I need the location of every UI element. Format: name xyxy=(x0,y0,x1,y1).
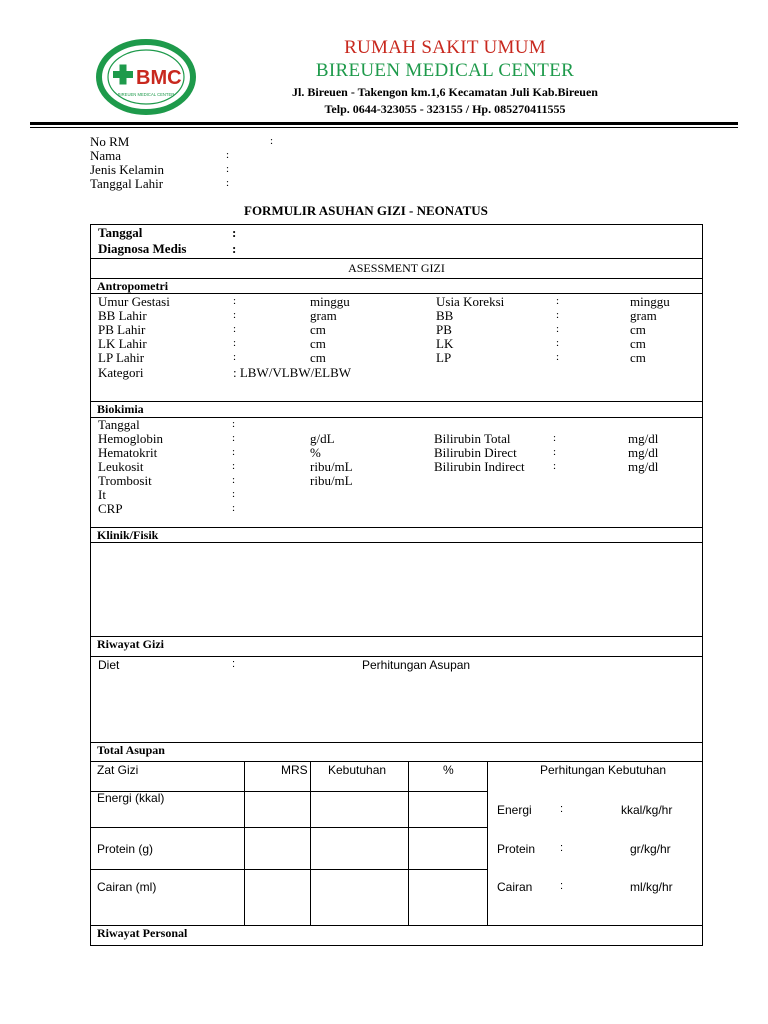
antro-label-pb-lahir: PB Lahir xyxy=(98,322,146,337)
rule-after-total-asupan-title xyxy=(90,761,703,762)
antro-unit-usia-koreksi: minggu xyxy=(630,294,670,309)
antro-label-umur-gestasi: Umur Gestasi xyxy=(98,294,170,309)
label-perhitungan-asupan: Perhitungan Asupan xyxy=(362,658,471,672)
antro-label-bb-lahir: BB Lahir xyxy=(98,308,147,323)
header-rule-thick xyxy=(30,122,738,125)
biokimia-title: Biokimia xyxy=(97,402,144,416)
bio-label-hemoglobin: Hemoglobin xyxy=(98,431,163,446)
bio-colon: : xyxy=(232,418,236,430)
kebutuhan-label-cairan: Cairan xyxy=(497,880,533,894)
bio-unit-bilirubin-direct: mg/dl xyxy=(628,445,659,460)
colon-diet: : xyxy=(232,658,236,670)
hospital-title: RUMAH SAKIT UMUM xyxy=(344,37,546,58)
bio-colon: : xyxy=(232,432,236,444)
antro-unit-lp-lahir: cm xyxy=(310,350,326,365)
hospital-logo xyxy=(96,38,196,116)
antro-label-lp-lahir: LP Lahir xyxy=(98,350,145,365)
header-kebutuhan: Kebutuhan xyxy=(328,763,387,777)
bio-label-hematokrit: Hematokrit xyxy=(98,445,158,460)
bio-label-trombosit: Trombosit xyxy=(98,473,152,488)
antro-colon: : xyxy=(556,295,560,307)
svg-text:BMC: BMC xyxy=(136,67,182,89)
rule-before-klinik xyxy=(90,527,703,528)
label-tanggal: Tanggal xyxy=(98,225,143,240)
col-divider-perhitungan xyxy=(487,761,488,925)
rule-after-riwayat-gizi-title xyxy=(90,656,703,657)
label-diet: Diet xyxy=(98,658,120,672)
rule-after-protein xyxy=(90,869,488,870)
kebutuhan-label-energi: Energi xyxy=(497,803,532,817)
antro-label-pb: PB xyxy=(436,322,452,337)
label-diagnosa-medis: Diagnosa Medis xyxy=(98,241,187,256)
bmc-logo-icon xyxy=(96,38,196,116)
colon-tanggal-lahir: : xyxy=(226,177,230,189)
kebutuhan-colon: : xyxy=(560,842,564,854)
colon-diagnosa-medis: : xyxy=(232,241,237,256)
row-cairan: Cairan (ml) xyxy=(97,880,157,894)
table-right-border xyxy=(702,224,703,946)
rule-before-biokimia xyxy=(90,401,703,402)
colon-tanggal: : xyxy=(232,225,237,240)
antro-label-kategori: Kategori xyxy=(98,365,144,380)
kebutuhan-unit-cairan: ml/kg/hr xyxy=(630,880,673,894)
antro-unit-lk: cm xyxy=(630,336,646,351)
kebutuhan-unit-protein: gr/kg/hr xyxy=(630,842,671,856)
rule-before-riwayat-gizi xyxy=(90,636,703,637)
antro-colon: : xyxy=(233,309,237,321)
antro-unit-umur-gestasi: minggu xyxy=(310,294,350,309)
antro-label-lk: LK xyxy=(436,336,454,351)
bio-colon: : xyxy=(232,460,236,472)
header-perhitungan-kebutuhan: Perhitungan Kebutuhan xyxy=(540,763,667,777)
antro-colon: : xyxy=(233,323,237,335)
rule-after-assessment xyxy=(90,278,703,279)
bio-unit-hematokrit: % xyxy=(310,445,321,460)
label-nama: Nama xyxy=(90,148,122,163)
rule-bottom xyxy=(90,945,703,946)
hospital-address: Jl. Bireuen - Takengon km.1,6 Kecamatan Juli Kab.Bireuen xyxy=(292,85,598,99)
colon-jenis-kelamin: : xyxy=(226,163,230,175)
form-title: FORMULIR ASUHAN GIZI - NEONATUS xyxy=(244,203,488,218)
bio-unit-bilirubin-indirect: mg/dl xyxy=(628,459,659,474)
antro-colon: : xyxy=(233,351,237,363)
antro-label-bb: BB xyxy=(436,308,454,323)
row-energi: Energi (kkal) xyxy=(97,791,165,805)
bio-label-leukosit: Leukosit xyxy=(98,459,144,474)
hospital-phone: Telp. 0644-323055 - 323155 / Hp. 085270411555 xyxy=(324,102,566,116)
colon-no-rm: : xyxy=(270,135,274,147)
bio-colon: : xyxy=(232,488,236,500)
rule-top xyxy=(90,224,703,225)
antro-colon: : xyxy=(556,351,560,363)
antro-unit-pb-lahir: cm xyxy=(310,322,326,337)
rule-after-diagnosa xyxy=(90,258,703,259)
antro-label-lk-lahir: LK Lahir xyxy=(98,336,147,351)
antro-label-lp: LP xyxy=(436,350,452,365)
rule-after-biokimia-title xyxy=(90,417,703,418)
kebutuhan-label-protein: Protein xyxy=(497,842,536,856)
klinik-fisik-title: Klinik/Fisik xyxy=(97,528,159,542)
table-left-border xyxy=(90,224,91,946)
rule-after-antropometri-title xyxy=(90,293,703,294)
bio-unit-hemoglobin: g/dL xyxy=(310,431,335,446)
bio-colon: : xyxy=(553,432,557,444)
bio-label-bilirubin-total: Bilirubin Total xyxy=(434,431,511,446)
bio-colon: : xyxy=(232,502,236,514)
colon-nama: : xyxy=(226,149,230,161)
riwayat-gizi-title: Riwayat Gizi xyxy=(97,637,164,651)
rule-before-total-asupan xyxy=(90,742,703,743)
header-mrs: MRS xyxy=(281,763,308,777)
antro-colon: : xyxy=(556,309,560,321)
bio-label-bilirubin-direct: Bilirubin Direct xyxy=(434,445,517,460)
antro-unit-bb-lahir: gram xyxy=(310,308,337,323)
label-tanggal-lahir: Tanggal Lahir xyxy=(90,176,164,191)
bio-label-bilirubin-indirect: Bilirubin Indirect xyxy=(434,459,525,474)
hospital-subtitle: BIREUEN MEDICAL CENTER xyxy=(315,60,575,81)
kebutuhan-colon: : xyxy=(560,803,564,815)
header-percent: % xyxy=(443,763,454,777)
assessment-title: ASESSMENT GIZI xyxy=(348,261,445,275)
bio-colon: : xyxy=(232,446,236,458)
antro-colon: : xyxy=(233,295,237,307)
bio-label-tanggal: Tanggal xyxy=(98,417,140,432)
antro-colon: : xyxy=(233,337,237,349)
antro-colon: : xyxy=(556,337,560,349)
label-no-rm: No RM xyxy=(90,134,130,149)
rule-after-klinik-title xyxy=(90,542,703,543)
antro-unit-lp: cm xyxy=(630,350,646,365)
riwayat-personal-title: Riwayat Personal xyxy=(97,926,188,940)
col-divider-mrs xyxy=(244,761,245,925)
bio-colon: : xyxy=(553,446,557,458)
antro-label-usia-koreksi: Usia Koreksi xyxy=(436,294,505,309)
antropometri-title: Antropometri xyxy=(97,279,169,293)
bio-label-it: It xyxy=(98,487,106,502)
bio-unit-trombosit: ribu/mL xyxy=(310,473,353,488)
total-asupan-title: Total Asupan xyxy=(97,743,165,757)
antro-unit-pb: cm xyxy=(630,322,646,337)
bio-colon: : xyxy=(232,474,236,486)
antro-value-kategori: : LBW/VLBW/ELBW xyxy=(233,365,352,380)
svg-text:BIREUEN MEDICAL CENTER: BIREUEN MEDICAL CENTER xyxy=(117,92,175,97)
col-divider-kebutuhan xyxy=(310,761,311,925)
label-jenis-kelamin: Jenis Kelamin xyxy=(90,162,165,177)
antro-colon: : xyxy=(556,323,560,335)
antro-unit-bb: gram xyxy=(630,308,657,323)
kebutuhan-unit-energi: kkal/kg/hr xyxy=(621,803,673,817)
rule-after-energi xyxy=(90,827,488,828)
header-rule-thin xyxy=(30,127,738,128)
antro-unit-lk-lahir: cm xyxy=(310,336,326,351)
header-zat-gizi: Zat Gizi xyxy=(97,763,139,777)
row-protein: Protein (g) xyxy=(97,842,154,856)
bio-unit-bilirubin-total: mg/dl xyxy=(628,431,659,446)
bio-colon: : xyxy=(553,460,557,472)
bio-label-crp: CRP xyxy=(98,501,123,516)
kebutuhan-colon: : xyxy=(560,880,564,892)
col-divider-percent xyxy=(408,761,409,925)
bio-unit-leukosit: ribu/mL xyxy=(310,459,353,474)
